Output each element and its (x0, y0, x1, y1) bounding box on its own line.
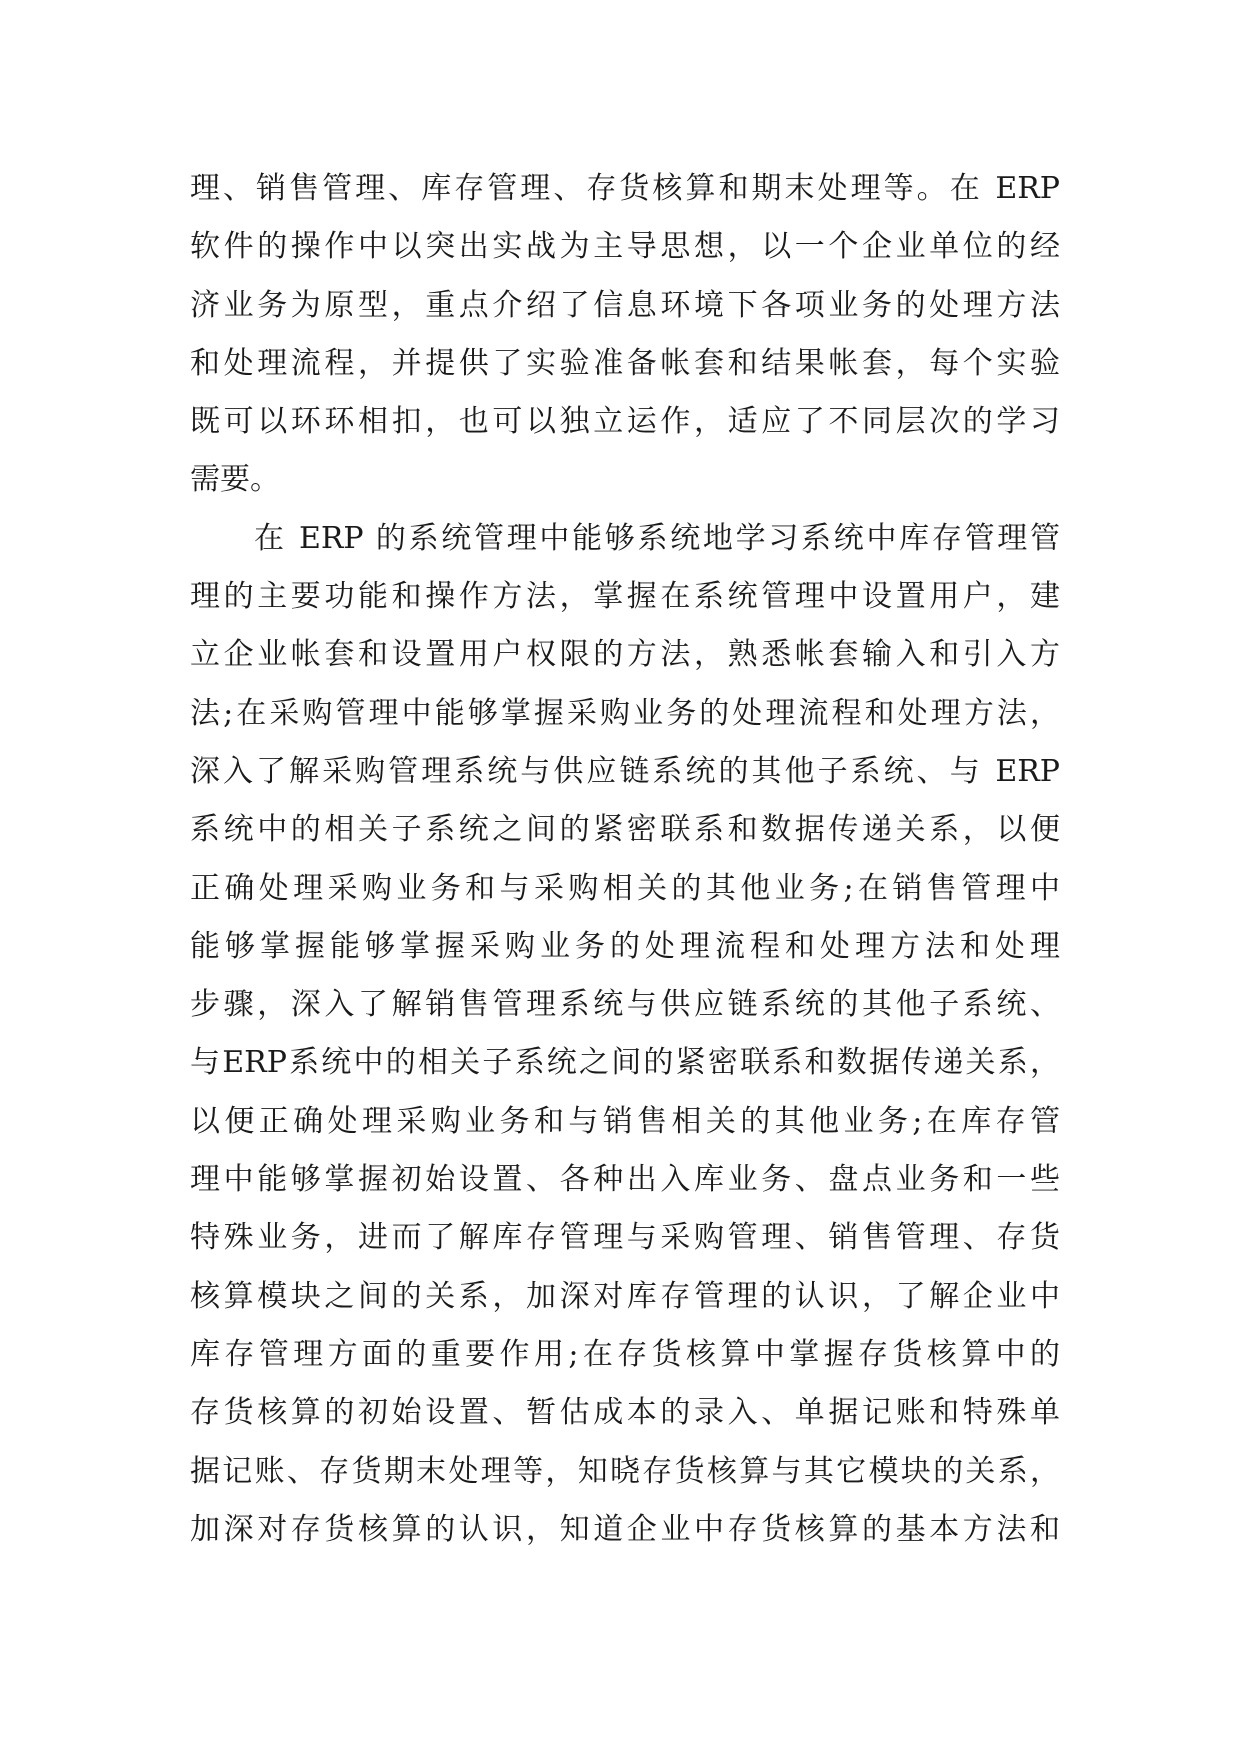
text-line: 理、销售管理、库存管理、存货核算和期末处理等。在 ERP (190, 171, 1060, 206)
text-line: 软件的操作中以突出实战为主导思想，以一个企业单位的经 (190, 229, 1060, 265)
text-line: 法;在采购管理中能够掌握采购业务的处理流程和处理方法， (190, 695, 1060, 731)
text-line: 理中能够掌握初始设置、各种出入库业务、盘点业务和一些 (190, 1162, 1060, 1198)
text-line: 库存管理方面的重要作用;在存货核算中掌握存货核算中的 (190, 1336, 1060, 1372)
text-line: 特殊业务，进而了解库存管理与采购管理、销售管理、存货 (190, 1220, 1060, 1256)
text-line: 核算模块之间的关系，加深对库存管理的认识，了解企业中 (190, 1278, 1060, 1314)
text-line: 和处理流程，并提供了实验准备帐套和结果帐套，每个实验 (190, 345, 1060, 381)
text-line: 系统中的相关子系统之间的紧密联系和数据传递关系，以便 (190, 812, 1060, 848)
text-line: 理的主要功能和操作方法，掌握在系统管理中设置用户，建 (190, 579, 1060, 615)
text-line: 既可以环环相扣，也可以独立运作，适应了不同层次的学习 (190, 404, 1060, 440)
text-line: 立企业帐套和设置用户权限的方法，熟悉帐套输入和引入方 (190, 637, 1060, 673)
text-line: 深入了解采购管理系统与供应链系统的其他子系统、与 ERP (190, 753, 1060, 789)
text-line: 正确处理采购业务和与采购相关的其他业务;在销售管理中 (190, 870, 1060, 906)
text-line: 需要。 (190, 462, 280, 498)
paragraph-first-line: 在 ERP 的系统管理中能够系统地学习系统中库存管理管 (254, 520, 1060, 556)
text-line: 以便正确处理采购业务和与销售相关的其他业务;在库存管 (190, 1103, 1060, 1139)
text-line: 加深对存货核算的认识，知道企业中存货核算的基本方法和 (190, 1511, 1060, 1547)
text-line: 步骤，深入了解销售管理系统与供应链系统的其他子系统、 (190, 987, 1060, 1023)
text-line: 存货核算的初始设置、暂估成本的录入、单据记账和特殊单 (190, 1395, 1060, 1431)
text-line: 济业务为原型，重点介绍了信息环境下各项业务的处理方法 (190, 287, 1060, 323)
text-line: 与ERP系统中的相关子系统之间的紧密联系和数据传递关系， (190, 1045, 1060, 1081)
body-text (190, 160, 1060, 1559)
text-line: 据记账、存货期末处理等，知晓存货核算与其它模块的关系， (190, 1453, 1060, 1489)
text-line: 能够掌握能够掌握采购业务的处理流程和处理方法和处理 (190, 928, 1060, 964)
